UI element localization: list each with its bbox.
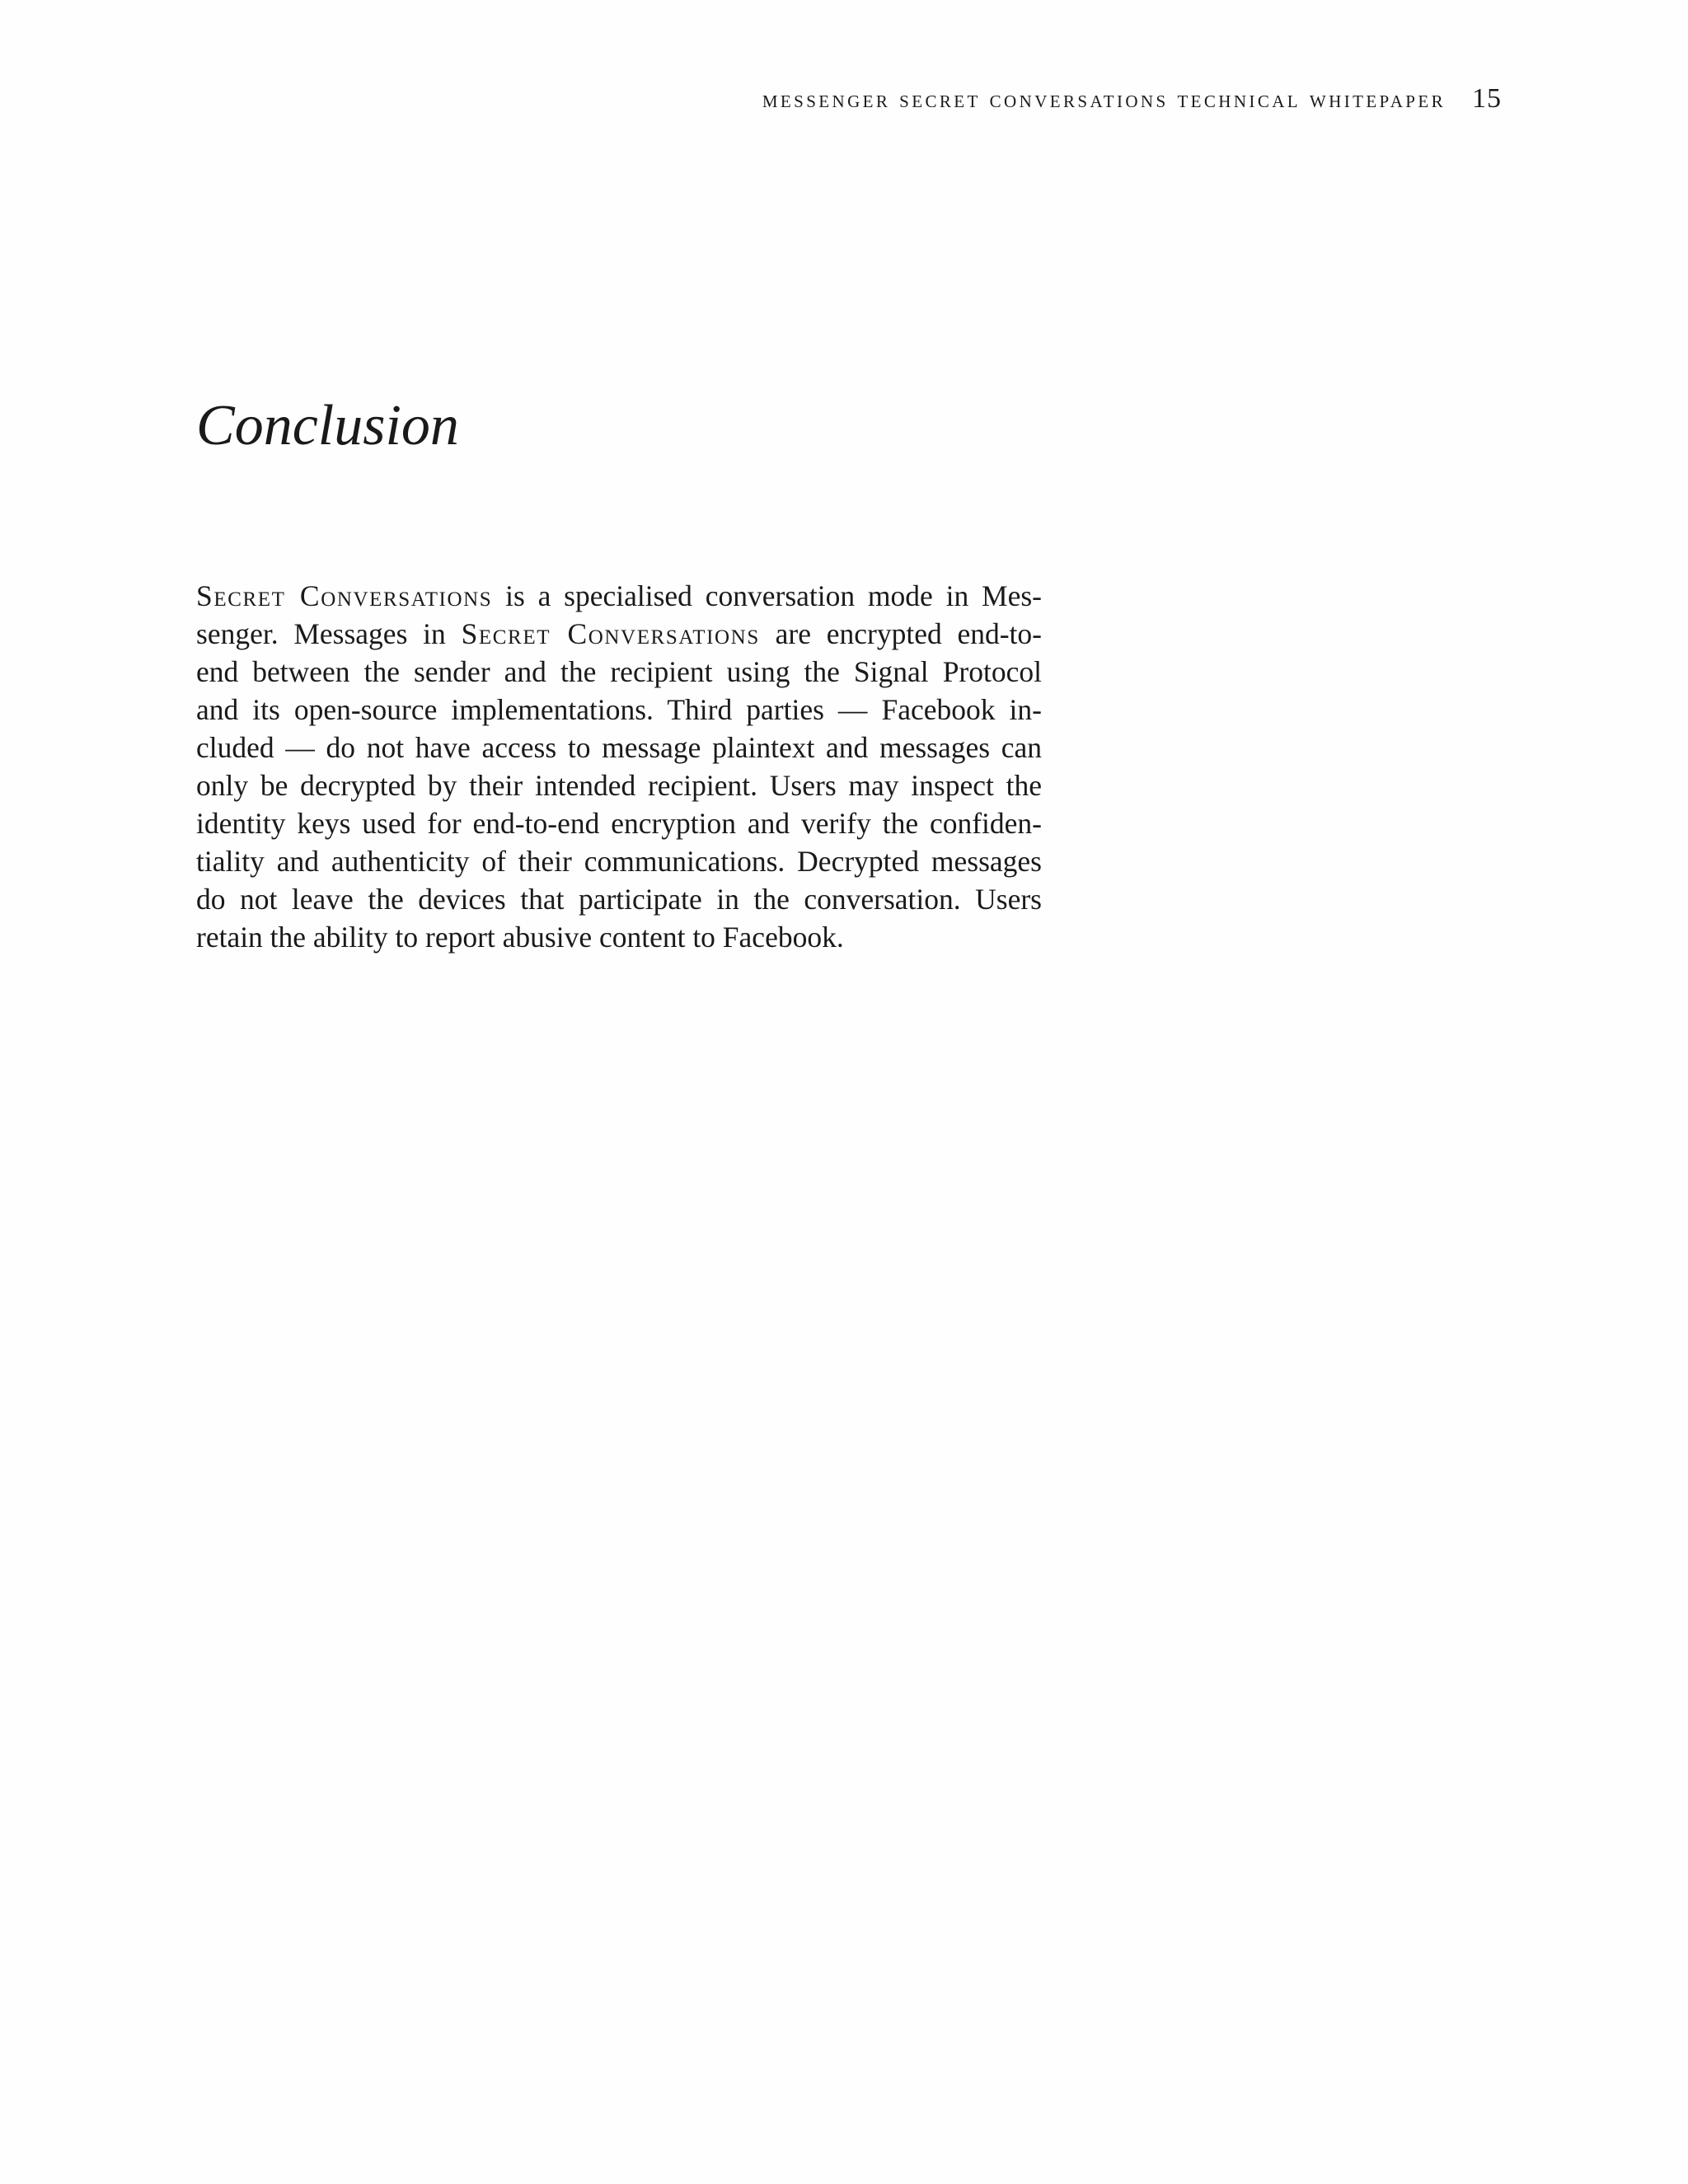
line-text: do not leave the devices that participate in the conversation. Users — [196, 883, 1042, 916]
paragraph-line — [196, 880, 1042, 918]
small-caps-term: Secret Conversations — [196, 579, 493, 612]
line-text: identity keys used for end-to-end encryption and verify the confiden- — [196, 807, 1042, 840]
small-caps-term: Secret Conversations — [461, 617, 760, 650]
line-text: tiality and authenticity of their communications. Decrypted messages — [196, 845, 1042, 878]
paragraph-line — [196, 577, 1042, 615]
page-number: 15 — [1472, 83, 1502, 114]
paragraph-line — [196, 804, 1042, 842]
line-text: cluded — do not have access to message plaintext and messages can — [196, 731, 1042, 764]
paragraph-line — [196, 842, 1042, 880]
paragraph-line — [196, 918, 1042, 956]
line-text: is a specialised conversation mode in Mes- — [492, 579, 1042, 612]
line-text: and its open-source implementations. Third parties — Facebook in- — [196, 693, 1042, 726]
running-header-title: messenger secret conversations technical whitepaper — [762, 86, 1446, 113]
line-text: retain the ability to report abusive content to Facebook. — [196, 921, 844, 954]
conclusion-paragraph — [196, 577, 1042, 956]
running-header — [528, 82, 1502, 116]
line-text: are encrypted end-to- — [759, 617, 1042, 650]
paragraph-line — [196, 729, 1042, 766]
line-text: senger. Messages in — [196, 617, 462, 650]
line-text: only be decrypted by their intended recipient. Users may inspect the — [196, 769, 1042, 802]
section-title: Conclusion — [196, 394, 459, 457]
paragraph-line — [196, 691, 1042, 729]
paragraph-line — [196, 653, 1042, 691]
line-text: end between the sender and the recipient using the Signal Protocol — [196, 655, 1042, 688]
paragraph-line — [196, 766, 1042, 804]
paragraph-line — [196, 615, 1042, 653]
